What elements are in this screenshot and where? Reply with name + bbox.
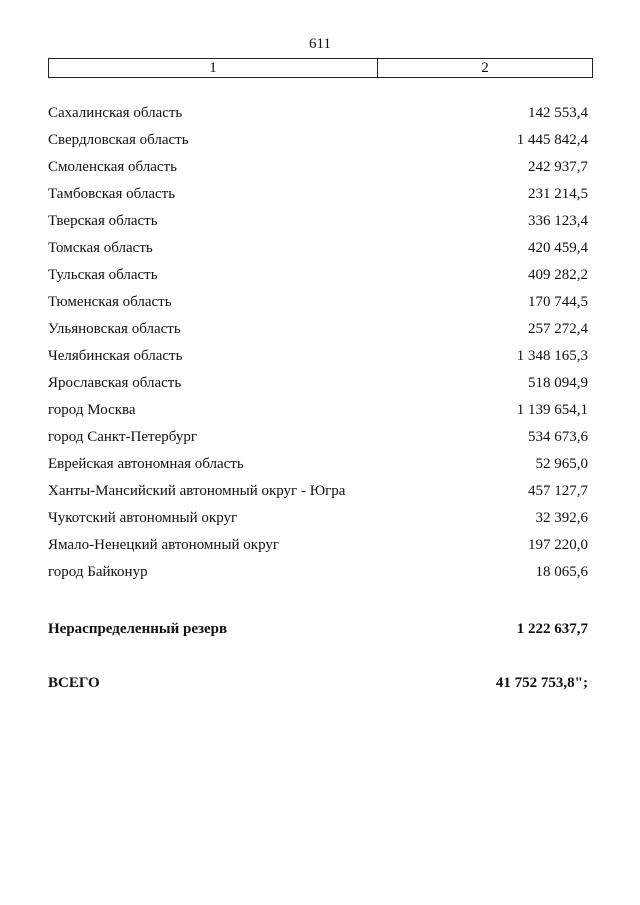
region-name: Тамбовская область <box>48 186 176 202</box>
page-number: 611 <box>309 36 331 52</box>
region-name: город Санкт-Петербург <box>48 429 197 445</box>
region-name: Тульская область <box>48 267 158 283</box>
region-value: 52 965,0 <box>535 456 588 472</box>
region-name: Ярославская область <box>48 375 182 391</box>
table-row <box>48 454 588 481</box>
region-name: Ханты-Мансийский автономный округ - Югра <box>48 483 346 499</box>
region-name: Тверская область <box>48 213 158 229</box>
table-row <box>48 238 588 265</box>
table-row <box>48 103 588 130</box>
total-row <box>48 673 588 693</box>
region-name: Ульяновская область <box>48 321 181 337</box>
region-value: 336 123,4 <box>528 213 588 229</box>
region-name: Ямало-Ненецкий автономный округ <box>48 537 280 553</box>
region-value: 32 392,6 <box>535 510 588 526</box>
table-row <box>48 157 588 184</box>
table-row <box>48 400 588 427</box>
table-row <box>48 292 588 319</box>
region-name: Еврейская автономная область <box>48 456 244 472</box>
region-value: 1 348 165,3 <box>516 348 588 364</box>
region-value: 170 744,5 <box>528 294 588 310</box>
region-name: город Москва <box>48 402 136 418</box>
table-row <box>48 265 588 292</box>
region-value: 1 445 842,4 <box>516 132 588 148</box>
region-value: 231 214,5 <box>528 186 588 202</box>
region-value: 197 220,0 <box>528 537 588 553</box>
region-value: 534 673,6 <box>528 429 588 445</box>
region-value: 142 553,4 <box>528 105 588 121</box>
table-row <box>48 130 588 157</box>
reserve-label: Нераспределенный резерв <box>48 621 228 637</box>
region-name: Сахалинская область <box>48 105 183 121</box>
region-name: Томская область <box>48 240 153 256</box>
column-header-1: 1 <box>49 59 378 77</box>
table-row <box>48 373 588 400</box>
table-row <box>48 481 588 508</box>
region-name: город Байконур <box>48 564 148 580</box>
column-header-2: 2 <box>481 60 489 76</box>
region-value: 518 094,9 <box>528 375 588 391</box>
table-row <box>48 184 588 211</box>
region-value: 409 282,2 <box>528 267 588 283</box>
region-value: 257 272,4 <box>528 321 588 337</box>
region-name: Чукотский автономный округ <box>48 510 238 526</box>
table-row <box>48 508 588 535</box>
reserve-row <box>48 619 588 639</box>
table-row <box>48 346 588 373</box>
table-row <box>48 211 588 238</box>
region-name: Челябинская область <box>48 348 183 364</box>
region-value: 420 459,4 <box>528 240 588 256</box>
table-row <box>48 535 588 562</box>
total-label: ВСЕГО <box>48 675 100 691</box>
table-row <box>48 319 588 346</box>
region-value: 1 139 654,1 <box>516 402 588 418</box>
table-row <box>48 427 588 454</box>
region-list <box>48 103 588 589</box>
region-value: 242 937,7 <box>528 159 588 175</box>
region-value: 18 065,6 <box>535 564 588 580</box>
column-header-table <box>48 58 593 78</box>
reserve-value: 1 222 637,7 <box>516 621 588 637</box>
region-value: 457 127,7 <box>528 483 588 499</box>
total-value: 41 752 753,8"; <box>495 675 588 691</box>
table-row <box>48 562 588 589</box>
region-name: Тюменская область <box>48 294 172 310</box>
region-name: Свердловская область <box>48 132 189 148</box>
region-name: Смоленская область <box>48 159 177 175</box>
